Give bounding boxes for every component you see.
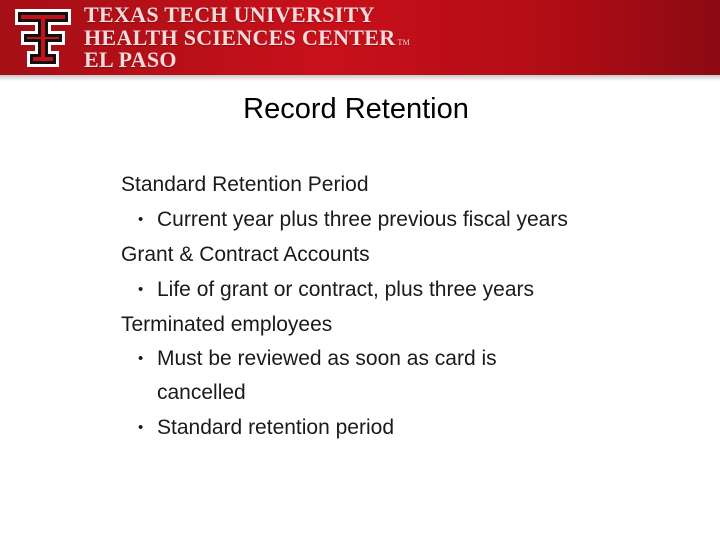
trademark-mark: TM: [397, 38, 411, 47]
header-banner: [0, 0, 720, 75]
university-name-line2-text: HEALTH SCIENCES CENTER: [84, 25, 396, 50]
bullet-text: Standard retention period: [157, 416, 394, 439]
university-name-line1: TEXAS TECH UNIVERSITY: [84, 2, 375, 27]
bullet-text: Must be reviewed as soon as card is cancelled: [157, 347, 497, 404]
bullet-text: Life of grant or contract, plus three years: [157, 278, 535, 301]
bullet-icon: •: [138, 419, 144, 436]
bullet-item: [121, 410, 681, 445]
bullet-icon: •: [138, 211, 144, 228]
bullet-text: Current year plus three previous fiscal years: [157, 208, 568, 231]
section-heading-standard-retention: Standard Retention Period: [121, 173, 369, 196]
section-heading-grant-contract: Grant & Contract Accounts: [121, 243, 370, 266]
slide-content: [121, 167, 681, 445]
bullet-icon: •: [138, 350, 144, 367]
bullet-item: [121, 202, 681, 237]
slide-title: Record Retention: [243, 93, 469, 125]
banner-shadow: [0, 75, 720, 81]
university-name-line3: EL PASO: [84, 47, 177, 72]
bullet-item: [121, 272, 681, 307]
bullet-icon: •: [138, 281, 144, 298]
double-t-logo-icon: [13, 7, 73, 69]
section-heading-terminated-employees: Terminated employees: [121, 313, 333, 336]
bullet-item: [121, 342, 577, 410]
